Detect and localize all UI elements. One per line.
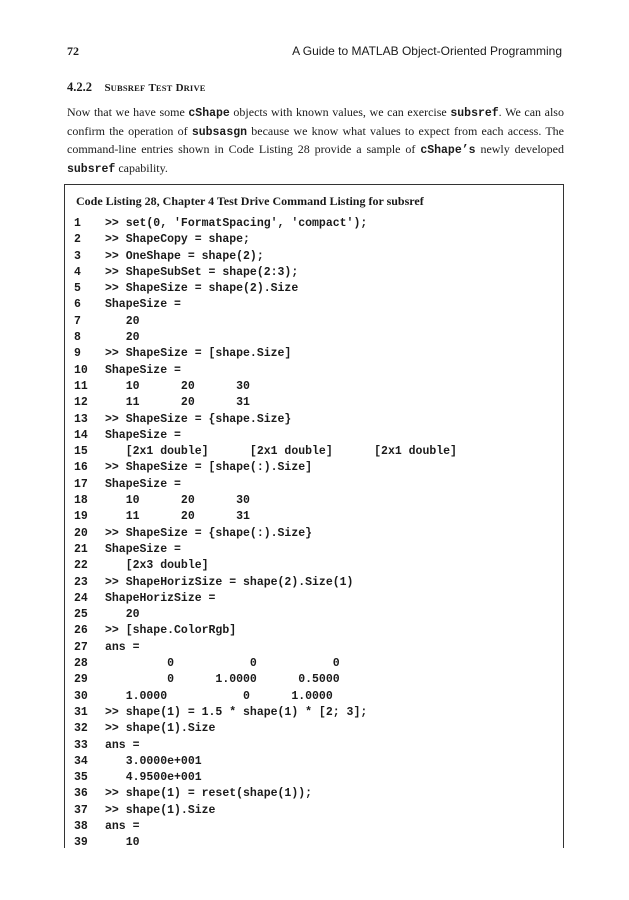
code-listing-box [64, 184, 564, 848]
code-line [74, 819, 563, 835]
code-line [74, 232, 563, 248]
line-code: 11 20 31 [105, 396, 250, 410]
code-line [74, 623, 563, 639]
line-number: 19 [74, 510, 88, 524]
line-number: 2 [74, 233, 81, 247]
line-number: 39 [74, 836, 88, 850]
line-code: >> ShapeSize = [shape(:).Size] [105, 461, 313, 475]
paragraph-text: because we know what values to expect from each access. The command-line entries shown in Code Listing 28 provide a sample of [67, 123, 564, 156]
inline-code: subsref [450, 107, 499, 120]
code-line [74, 721, 563, 737]
line-number: 26 [74, 624, 88, 638]
code-line [74, 575, 563, 591]
body-paragraph [67, 104, 564, 178]
code-line [74, 297, 563, 313]
code-line [74, 444, 563, 460]
line-code: ans = [105, 738, 140, 752]
running-head: A Guide to MATLAB Object-Oriented Programming [292, 44, 562, 58]
line-number: 21 [74, 542, 88, 556]
line-number: 30 [74, 689, 88, 703]
line-number: 25 [74, 608, 88, 622]
line-code: >> ShapeSubSet = shape(2:3); [105, 265, 299, 279]
line-number: 24 [74, 591, 88, 605]
line-number: 22 [74, 559, 88, 573]
line-number: 6 [74, 298, 81, 312]
code-line [74, 314, 563, 330]
code-listing-title: Code Listing 28, Chapter 4 Test Drive Command Listing for subsref [76, 194, 424, 208]
code-line [74, 607, 563, 623]
line-code: >> ShapeHorizSize = shape(2).Size(1) [105, 575, 354, 589]
line-number: 14 [74, 428, 88, 442]
section-title-rest-2: EST [155, 83, 173, 93]
code-line [74, 265, 563, 281]
line-number: 20 [74, 526, 88, 540]
code-line [74, 493, 563, 509]
code-line [74, 640, 563, 656]
inline-code: cShape’s [420, 144, 476, 157]
code-line [74, 526, 563, 542]
inline-code: subsref [67, 162, 116, 176]
line-number: 35 [74, 771, 88, 785]
line-code: >> ShapeSize = shape(2).Size [105, 282, 299, 296]
line-code: ans = [105, 640, 140, 654]
line-number: 37 [74, 803, 88, 817]
line-code: 10 [105, 836, 140, 850]
line-code: 20 [105, 608, 140, 622]
line-number: 18 [74, 494, 88, 508]
code-line [74, 281, 563, 297]
code-line [74, 754, 563, 770]
line-code: 3.0000e+001 [105, 754, 202, 768]
line-code: >> shape(1).Size [105, 722, 216, 736]
code-line [74, 428, 563, 444]
line-number: 7 [74, 314, 81, 328]
line-code: 0 1.0000 0.5000 [105, 673, 340, 687]
line-code: ShapeSize = [105, 542, 181, 556]
line-number: 4 [74, 265, 81, 279]
line-number: 5 [74, 282, 81, 296]
code-line [74, 379, 563, 395]
line-code: ShapeHorizSize = [105, 591, 216, 605]
code-line [74, 216, 563, 232]
line-code: >> shape(1) = reset(shape(1)); [105, 787, 313, 801]
code-line [74, 689, 563, 705]
line-code: >> shape(1) = 1.5 * shape(1) * [2; 3]; [105, 705, 368, 719]
inline-code: subsasgn [191, 125, 248, 139]
line-code: >> [shape.ColorRgb] [105, 624, 237, 638]
code-line [74, 738, 563, 754]
line-number: 16 [74, 461, 88, 475]
code-line [74, 509, 563, 525]
section-number: 4.2.2 [67, 80, 92, 94]
line-code: 11 20 31 [105, 510, 250, 524]
line-code: >> ShapeSize = {shape.Size} [105, 412, 292, 426]
code-line [74, 656, 563, 672]
code-line [74, 346, 563, 362]
section-title-initial-2: T [148, 82, 156, 94]
section-heading [67, 80, 206, 95]
paragraph-text: objects with known values, we can exercise [229, 105, 451, 119]
line-code: 0 0 0 [105, 657, 340, 671]
inline-code: cShape [188, 107, 230, 120]
code-listing-lines [74, 216, 563, 852]
line-code: 20 [105, 314, 140, 328]
line-number: 1 [74, 217, 81, 230]
code-line [74, 542, 563, 558]
line-number: 23 [74, 575, 88, 589]
line-code: 20 [105, 331, 140, 345]
line-number: 3 [74, 249, 81, 263]
line-code: >> ShapeCopy = shape; [105, 233, 250, 247]
line-code: >> ShapeSize = {shape(:).Size} [105, 526, 313, 540]
line-code: 10 20 30 [105, 494, 250, 508]
line-number: 27 [74, 640, 88, 654]
line-code: ShapeSize = [105, 298, 181, 312]
line-number: 17 [74, 477, 88, 491]
line-number: 34 [74, 754, 88, 768]
code-line [74, 460, 563, 476]
page-number: 72 [67, 44, 79, 58]
line-number: 15 [74, 445, 88, 459]
line-code: [2x3 double] [105, 559, 209, 573]
code-line [74, 363, 563, 379]
section-title-initial-1: S [104, 82, 111, 94]
line-code: >> ShapeSize = [shape.Size] [105, 347, 292, 361]
line-code: 4.9500e+001 [105, 771, 202, 785]
line-code: >> OneShape = shape(2); [105, 249, 264, 263]
line-number: 9 [74, 347, 81, 361]
paragraph-text: Now that we have some [67, 105, 189, 119]
line-number: 10 [74, 363, 88, 377]
line-code: >> set(0, 'FormatSpacing', 'compact'); [105, 217, 368, 230]
code-line [74, 672, 563, 688]
line-code: ShapeSize = [105, 428, 181, 442]
line-number: 13 [74, 412, 88, 426]
line-number: 29 [74, 673, 88, 687]
line-code: 10 20 30 [105, 379, 250, 393]
code-line [74, 395, 563, 411]
paragraph-text: . We can also confirm the operation of [67, 105, 564, 138]
line-number: 36 [74, 787, 88, 801]
line-number: 12 [74, 396, 88, 410]
line-number: 33 [74, 738, 88, 752]
line-code: ShapeSize = [105, 363, 181, 377]
line-code: >> shape(1).Size [105, 803, 216, 817]
line-code: 1.0000 0 1.0000 [105, 689, 333, 703]
line-number: 32 [74, 722, 88, 736]
line-code: [2x1 double] [2x1 double] [2x1 double] [105, 445, 457, 459]
paragraph-text: newly developed [475, 142, 564, 156]
code-line [74, 558, 563, 574]
code-line [74, 705, 563, 721]
line-number: 11 [74, 379, 88, 393]
code-line [74, 591, 563, 607]
code-line [74, 249, 563, 265]
line-number: 31 [74, 705, 88, 719]
code-line [74, 330, 563, 346]
code-line [74, 786, 563, 802]
line-number: 8 [74, 331, 81, 345]
code-line [74, 803, 563, 819]
code-line [74, 412, 563, 428]
code-line [74, 477, 563, 493]
paragraph-text: capability. [115, 160, 168, 175]
section-title-initial-3: D [175, 82, 184, 94]
line-code: ans = [105, 819, 140, 833]
code-line [74, 835, 563, 851]
code-line [74, 770, 563, 786]
line-code: ShapeSize = [105, 477, 181, 491]
line-number: 28 [74, 657, 88, 671]
section-title-rest-1: UBSREF [110, 83, 146, 93]
section-title-rest-3: RIVE [183, 83, 206, 93]
line-number: 38 [74, 819, 88, 833]
